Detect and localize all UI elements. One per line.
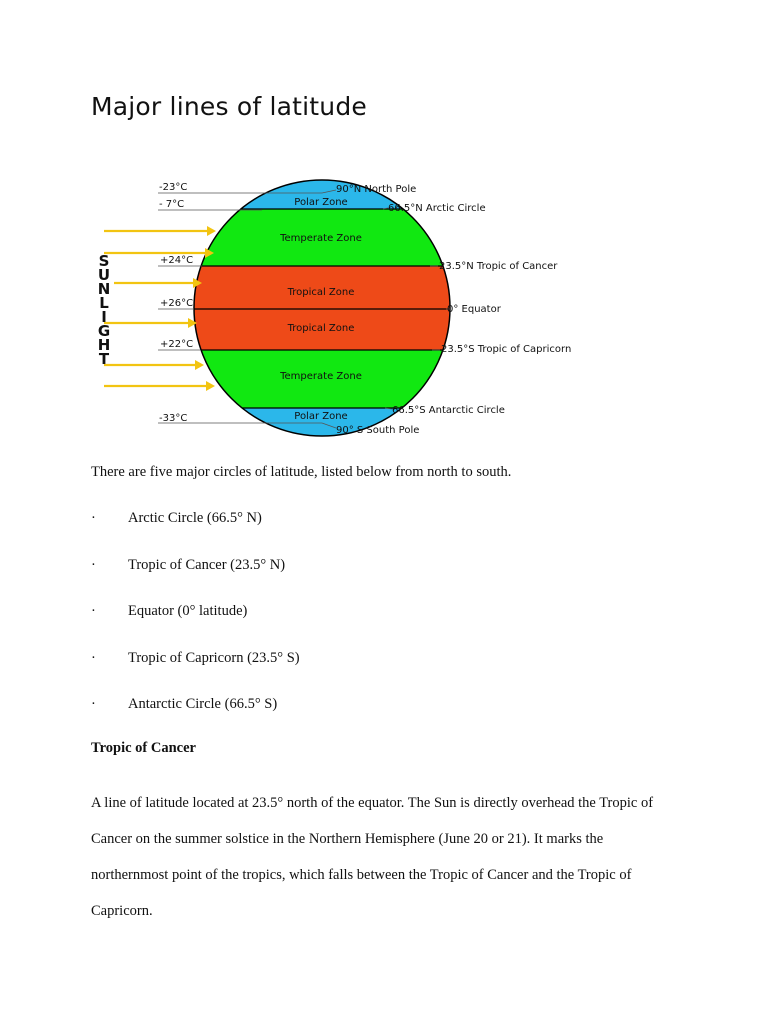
zone-label: Polar Zone [294,197,348,208]
latitude-label: 23.5°N Tropic of Cancer [439,261,558,272]
latitude-diagram [0,0,768,460]
bullet-marker: · [91,556,96,573]
list-item-text: Equator (0° latitude) [128,603,248,619]
section-paragraph [91,785,691,929]
zone-label: Tropical Zone [287,323,355,334]
sunlight-letter: S [98,252,110,270]
sun-arrow [104,226,216,236]
sun-arrow [114,278,202,288]
temperature-label: -33°C [159,413,188,424]
sun-arrow [104,248,214,258]
sunlight-letter: I [101,308,107,326]
sun-arrow [104,381,215,391]
paragraph-line: northernmost point of the tropics, which falls between the Tropic of Cancer and the Tropic of [91,867,632,883]
intro-text: There are five major circles of latitude, listed below from north to south. [91,464,512,480]
zone-label: Temperate Zone [280,371,362,382]
paragraph-line: Cancer on the summer solstice in the Northern Hemisphere (June 20 or 21). It marks the [91,831,604,847]
temperature-label: +22°C [160,339,194,350]
temperature-label: +26°C [160,298,194,309]
sunlight-letter: L [99,294,109,312]
latitude-label: 0° Equator [447,304,501,315]
sunlight-letter: U [97,266,111,284]
temperature-label: - 7°C [159,199,185,210]
bullet-marker: · [91,510,96,526]
sunlight-letter: T [98,350,110,368]
list-item-text: Tropic of Capricorn (23.5° S) [128,649,300,666]
list-item-text: Antarctic Circle (66.5° S) [128,696,278,712]
zone-label: Polar Zone [294,411,348,422]
temperature-label: +24°C [160,255,194,266]
latitude-label: 23.5°S Tropic of Capricorn [441,344,572,355]
latitude-label: 66.5°N Arctic Circle [388,203,486,214]
sunlight-letter: H [97,336,111,354]
bullet-marker: · [91,696,96,712]
sun-arrow [104,360,204,370]
temperature-label: -23°C [159,182,188,193]
sunlight-letter: G [97,322,111,340]
zone-label: Tropical Zone [287,287,355,298]
paragraph-line: Capricorn. [91,903,153,919]
latitude-label: 90° S South Pole [336,425,420,436]
bullet-marker: · [91,603,96,619]
zone-label: Temperate Zone [280,233,362,244]
latitude-label: 66.5°S Antarctic Circle [392,405,505,416]
sun-arrow [104,318,197,328]
sunlight-letter: N [97,280,111,298]
sunlight-label [98,252,111,368]
paragraph-line: A line of latitude located at 23.5° north of the equator. The Sun is directly overhead the Tropic of [91,795,654,811]
list-item-text: Tropic of Cancer (23.5° N) [128,556,286,573]
bullet-marker: · [91,649,96,666]
list-item-text: Arctic Circle (66.5° N) [128,510,262,526]
page-title: Major lines of latitude [91,92,367,121]
section-heading: Tropic of Cancer [91,740,196,756]
latitude-label: 90°N North Pole [336,184,417,195]
